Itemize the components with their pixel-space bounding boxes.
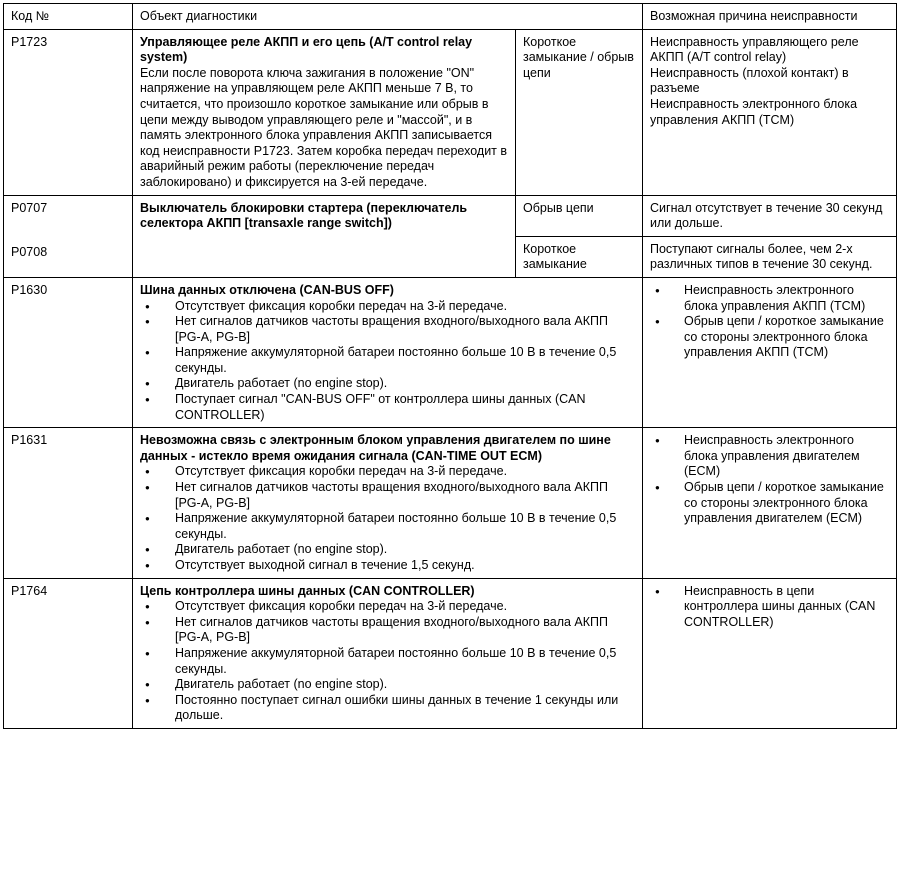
cause-list bbox=[650, 433, 890, 527]
list-item: ● Напряжение аккумуляторной батареи постоянно больше 10 В в течение 0,5 секунды. bbox=[140, 511, 636, 542]
table-row bbox=[4, 29, 897, 195]
object-cell bbox=[133, 428, 643, 578]
dtc-code: P1723 bbox=[4, 29, 133, 195]
cause-list bbox=[650, 584, 890, 631]
object-cell bbox=[133, 29, 516, 195]
condition-list bbox=[140, 599, 636, 724]
condition-cell: Обрыв цепи bbox=[516, 195, 643, 236]
list-item: ● Двигатель работает (no engine stop). bbox=[140, 542, 636, 558]
list-item: ● Отсутствует фиксация коробки передач на 3-й передаче. bbox=[140, 464, 636, 480]
cause-cell bbox=[643, 29, 897, 195]
cause-cell bbox=[643, 578, 897, 728]
list-item: ● Нет сигналов датчиков частоты вращения входного/выходного вала АКПП [PG-A, PG-B] bbox=[140, 480, 636, 511]
object-cell bbox=[133, 578, 643, 728]
dtc-code: P0708 bbox=[11, 245, 48, 260]
list-item: ● Нет сигналов датчиков частоты вращения входного/выходного вала АКПП [PG-A, PG-B] bbox=[140, 615, 636, 646]
table-row bbox=[4, 578, 897, 728]
dtc-code: P0707 bbox=[11, 200, 48, 215]
list-item: ● Напряжение аккумуляторной батареи постоянно больше 10 В в течение 0,5 секунды. bbox=[140, 345, 636, 376]
list-item: ● Постоянно поступает сигнал ошибки шины данных в течение 1 секунды или дольше. bbox=[140, 693, 636, 724]
cause-cell: Сигнал отсутствует в течение 30 секунд или дольше. bbox=[643, 195, 897, 236]
list-item: ● Двигатель работает (no engine stop). bbox=[140, 376, 636, 392]
header-cause: Возможная причина неисправности bbox=[643, 4, 897, 30]
condition-cell: Короткое замыкание / обрыв цепи bbox=[516, 29, 643, 195]
list-item: ● Обрыв цепи / короткое замыкание со стороны электронного блока управления АКПП (TCM) bbox=[650, 314, 890, 361]
list-item: ● Неисправность в цепи контроллера шины данных (CAN CONTROLLER) bbox=[650, 584, 890, 631]
dtc-code-cell bbox=[4, 195, 133, 277]
diagnostic-table bbox=[3, 3, 897, 729]
object-cell bbox=[133, 195, 516, 277]
object-title: Невозможна связь с электронным блоком управления двигателем по шине данных - истекло время ожидания сигнала (CAN-TIME OUT ECM) bbox=[140, 433, 611, 463]
cause-line: Неисправность управляющего реле АКПП (A/T control relay) bbox=[650, 34, 859, 65]
list-item: ● Неисправность электронного блока управления двигателем (ECM) bbox=[650, 433, 890, 480]
cause-cell bbox=[643, 428, 897, 578]
table-row bbox=[4, 277, 897, 427]
header-code: Код № bbox=[4, 4, 133, 30]
object-description: Если после поворота ключа зажигания в положение "ON" напряжение на управляющем реле АКПП меньше 7 В, то считается, что произошло короткое замыкание или обрыв в цепи между выводом управляющего реле и "массой", и в память электронного блока управления АКПП записывается код неисправности P1723. Затем коробка передач переходит в аварийный режим работы (переключение передач заблокировано) и фиксируется на 3-ей передаче. bbox=[140, 65, 508, 189]
list-item: ● Двигатель работает (no engine stop). bbox=[140, 677, 636, 693]
dtc-code: P1630 bbox=[4, 277, 133, 427]
object-title: Выключатель блокировки стартера (переключатель селектора АКПП [transaxle range switch]) bbox=[140, 200, 468, 231]
dtc-code: P1631 bbox=[4, 428, 133, 578]
list-item: ● Отсутствует фиксация коробки передач на 3-й передаче. bbox=[140, 599, 636, 615]
header-row bbox=[4, 4, 897, 30]
list-item: ● Поступает сигнал "CAN-BUS OFF" от контроллера шины данных (CAN CONTROLLER) bbox=[140, 392, 636, 423]
list-item: ● Неисправность электронного блока управления АКПП (TCM) bbox=[650, 283, 890, 314]
condition-list bbox=[140, 464, 636, 573]
object-title: Управляющее реле АКПП и его цепь (A/T control relay system) bbox=[140, 34, 473, 65]
table-row bbox=[4, 428, 897, 578]
list-item: ● Напряжение аккумуляторной батареи постоянно больше 10 В в течение 0,5 секунды. bbox=[140, 646, 636, 677]
list-item: ● Отсутствует фиксация коробки передач на 3-й передаче. bbox=[140, 299, 636, 315]
cause-line: Неисправность электронного блока управления АКПП (TCM) bbox=[650, 96, 858, 127]
cause-cell bbox=[643, 277, 897, 427]
list-item: ● Обрыв цепи / короткое замыкание со стороны электронного блока управления двигателем (ECM) bbox=[650, 480, 890, 527]
object-title: Цепь контроллера шины данных (CAN CONTROLLER) bbox=[140, 583, 475, 598]
cause-line: Неисправность (плохой контакт) в разъеме bbox=[650, 65, 849, 96]
dtc-code: P1764 bbox=[4, 578, 133, 728]
object-cell bbox=[133, 277, 643, 427]
list-item: ● Отсутствует выходной сигнал в течение 1,5 секунд. bbox=[140, 558, 636, 574]
list-item: ● Нет сигналов датчиков частоты вращения входного/выходного вала АКПП [PG-A, PG-B] bbox=[140, 314, 636, 345]
header-object: Объект диагностики bbox=[133, 4, 643, 30]
object-title: Шина данных отключена (CAN-BUS OFF) bbox=[140, 282, 394, 297]
condition-cell: Короткое замыкание bbox=[516, 236, 643, 277]
condition-list bbox=[140, 299, 636, 424]
cause-list bbox=[650, 283, 890, 361]
table-row bbox=[4, 195, 897, 236]
cause-cell: Поступают сигналы более, чем 2-х различных типов в течение 30 секунд. bbox=[643, 236, 897, 277]
